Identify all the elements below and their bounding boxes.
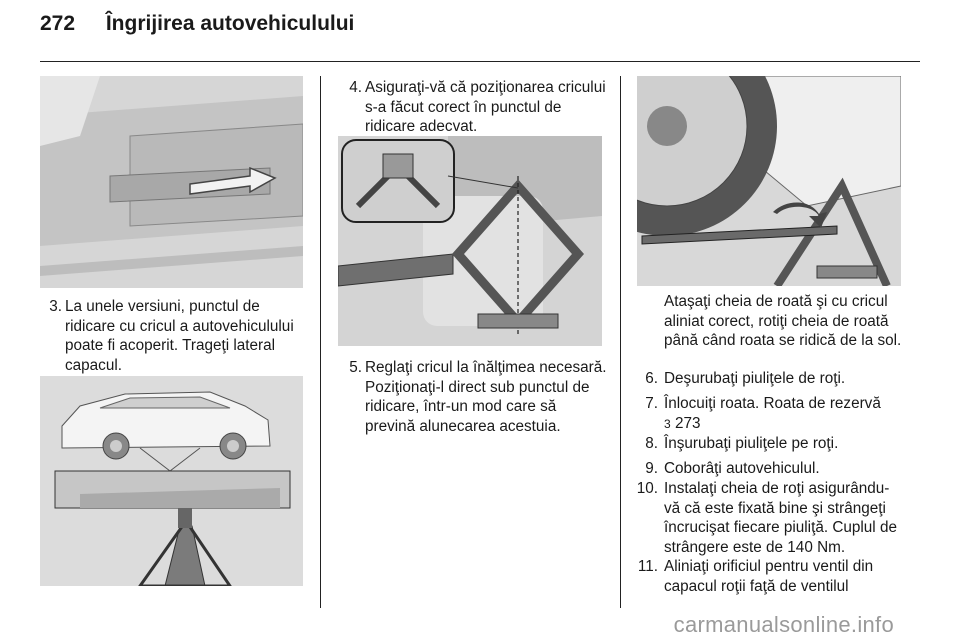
- step-10: [630, 479, 904, 557]
- figure-car-jack-point: [40, 376, 303, 586]
- step-text: Coborâţi autovehiculul.: [664, 460, 820, 477]
- header-rule: [40, 61, 920, 62]
- step-number: 11.: [637, 558, 658, 575]
- step-6: [638, 369, 904, 389]
- step-text: Instalaţi cheia de roţi asigurându-vă că este fixată bine şi strângeţi încrucişat fiecare piuliţă. Cuplul de strângere este de 140 Nm.: [664, 480, 897, 556]
- step-number: 9.: [645, 460, 658, 477]
- step-text: La unele versiuni, punctul de ridicare cu cricul a autovehiculului poate fi acoperit. Trageţi lateral capacul.: [65, 298, 294, 374]
- page-ref-icon: 3: [664, 416, 671, 431]
- step-number: 8.: [645, 435, 658, 452]
- step-8: [638, 434, 904, 454]
- step-text: Înlocuiţi roata. Roata de rezervă: [664, 395, 881, 412]
- watermark: carmanualsonline.info: [673, 612, 894, 637]
- step-9: [638, 459, 904, 479]
- step-intro: [646, 292, 904, 351]
- step-text: Ataşaţi cheia de roată şi cu cricul aliniat corect, rotiţi cheia de roată până când roata se ridică de la sol.: [664, 293, 902, 349]
- step-text: Asiguraţi-vă că poziţionarea cricului s-a făcut corect în punctul de ridicare adecvat.: [365, 79, 606, 135]
- page-ref-link[interactable]: 273: [674, 414, 701, 432]
- step-text: Deşurubaţi piuliţele de roţi.: [664, 370, 846, 387]
- step-3: [46, 297, 310, 375]
- figure-wheel-lift: [637, 76, 901, 286]
- step-4: [346, 78, 610, 137]
- step-5: [346, 358, 610, 436]
- step-text: Reglaţi cricul la înălţimea necesară. Poziţionaţi-l direct sub punctul de ridicare, într-un mod care să prevină alunecarea acestuia.: [365, 359, 607, 435]
- step-7: [638, 394, 904, 434]
- step-number: 5.: [349, 359, 362, 376]
- figure-sill-cover: [40, 76, 303, 288]
- step-number: 3.: [49, 298, 62, 315]
- page-header: [40, 12, 354, 36]
- page-number: 272: [40, 12, 76, 35]
- chapter-title: Îngrijirea autovehiculului: [105, 12, 355, 35]
- step-number: 7.: [645, 395, 658, 412]
- step-number: 6.: [645, 370, 658, 387]
- figure-jack-alignment: [338, 136, 602, 346]
- column-divider-2: [620, 76, 621, 608]
- step-number: 4.: [349, 79, 362, 96]
- step-text: Aliniaţi orificiul pentru ventil din capacul roţii faţă de ventilul: [664, 558, 874, 595]
- column-divider-1: [320, 76, 321, 608]
- step-text: Înşurubaţi piuliţele pe roţi.: [664, 435, 839, 452]
- step-number: 10.: [636, 480, 658, 497]
- step-11: [630, 557, 904, 596]
